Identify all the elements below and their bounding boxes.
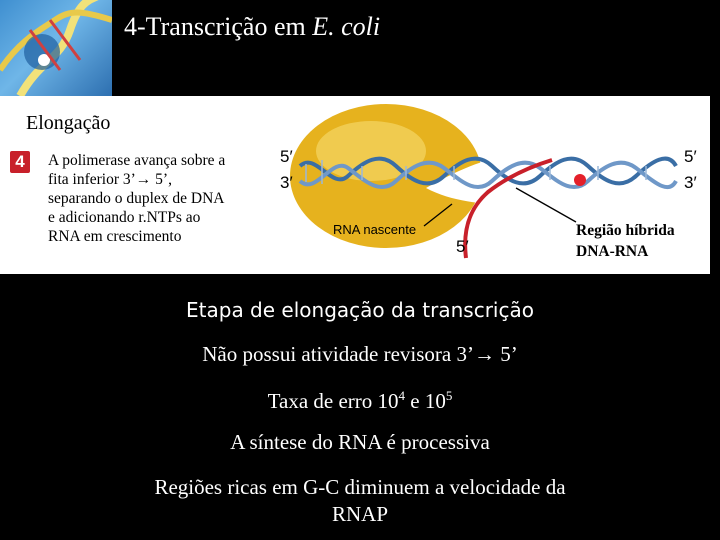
desc-line-5: RNA em crescimento bbox=[48, 228, 182, 245]
error-rate-fact bbox=[0, 388, 720, 414]
label-3prime-right: 3′ bbox=[684, 173, 697, 192]
desc-line-2-end: 5’, bbox=[151, 171, 172, 188]
hybrid-pointer bbox=[516, 188, 576, 222]
desc-line-4: e adicionando r.NTPs ao bbox=[48, 209, 201, 226]
desc-line-3: separando o duplex de DNA bbox=[48, 190, 225, 207]
error-rate-exp1: 4 bbox=[398, 388, 406, 403]
hybrid-label-line-2: DNA-RNA bbox=[576, 243, 649, 260]
dna-thumbnail-image bbox=[0, 0, 112, 96]
hybrid-label-line-1: Região híbrida bbox=[576, 222, 675, 239]
hybrid-region-label bbox=[576, 220, 675, 262]
gc-line-1: Regiões ricas em G-C diminuem a velocidade da bbox=[154, 475, 566, 499]
arrow-icon: → bbox=[474, 342, 495, 366]
desc-line-1: A polimerase avança sobre a bbox=[48, 152, 226, 169]
nascent-rna-label: RNA nascente bbox=[333, 222, 417, 237]
desc-line-2: fita inferior 3’ bbox=[48, 171, 136, 188]
error-rate-prefix: Taxa de erro 10 bbox=[267, 389, 399, 413]
label-5prime-left: 5′ bbox=[280, 147, 293, 166]
title-text: 4-Transcrição em bbox=[124, 12, 313, 41]
title-italic: E. coli bbox=[312, 12, 381, 41]
error-rate-mid: e 10 bbox=[405, 389, 446, 413]
arrow-icon: → bbox=[135, 171, 152, 188]
label-5prime-right: 5′ bbox=[684, 147, 697, 166]
label-5prime-rna: 5′ bbox=[456, 237, 469, 256]
active-site-dot bbox=[574, 174, 586, 186]
processive-fact: A síntese do RNA é processiva bbox=[230, 430, 490, 454]
section-subtitle: Etapa de elongação da transcrição bbox=[186, 298, 534, 322]
step-number-badge: 4 bbox=[10, 151, 30, 173]
revision-end: 5’ bbox=[495, 342, 518, 366]
revision-text: Não possui atividade revisora 3’ bbox=[202, 342, 474, 366]
panel-heading: Elongação bbox=[26, 112, 111, 134]
elongation-panel bbox=[0, 96, 710, 274]
gc-line-2: RNAP bbox=[331, 502, 389, 526]
revision-fact bbox=[0, 342, 720, 367]
step-description bbox=[48, 151, 268, 246]
error-rate-exp2: 5 bbox=[445, 388, 453, 403]
label-3prime-left: 3′ bbox=[280, 173, 293, 192]
page-title bbox=[124, 12, 380, 42]
gc-rich-fact bbox=[0, 474, 720, 528]
